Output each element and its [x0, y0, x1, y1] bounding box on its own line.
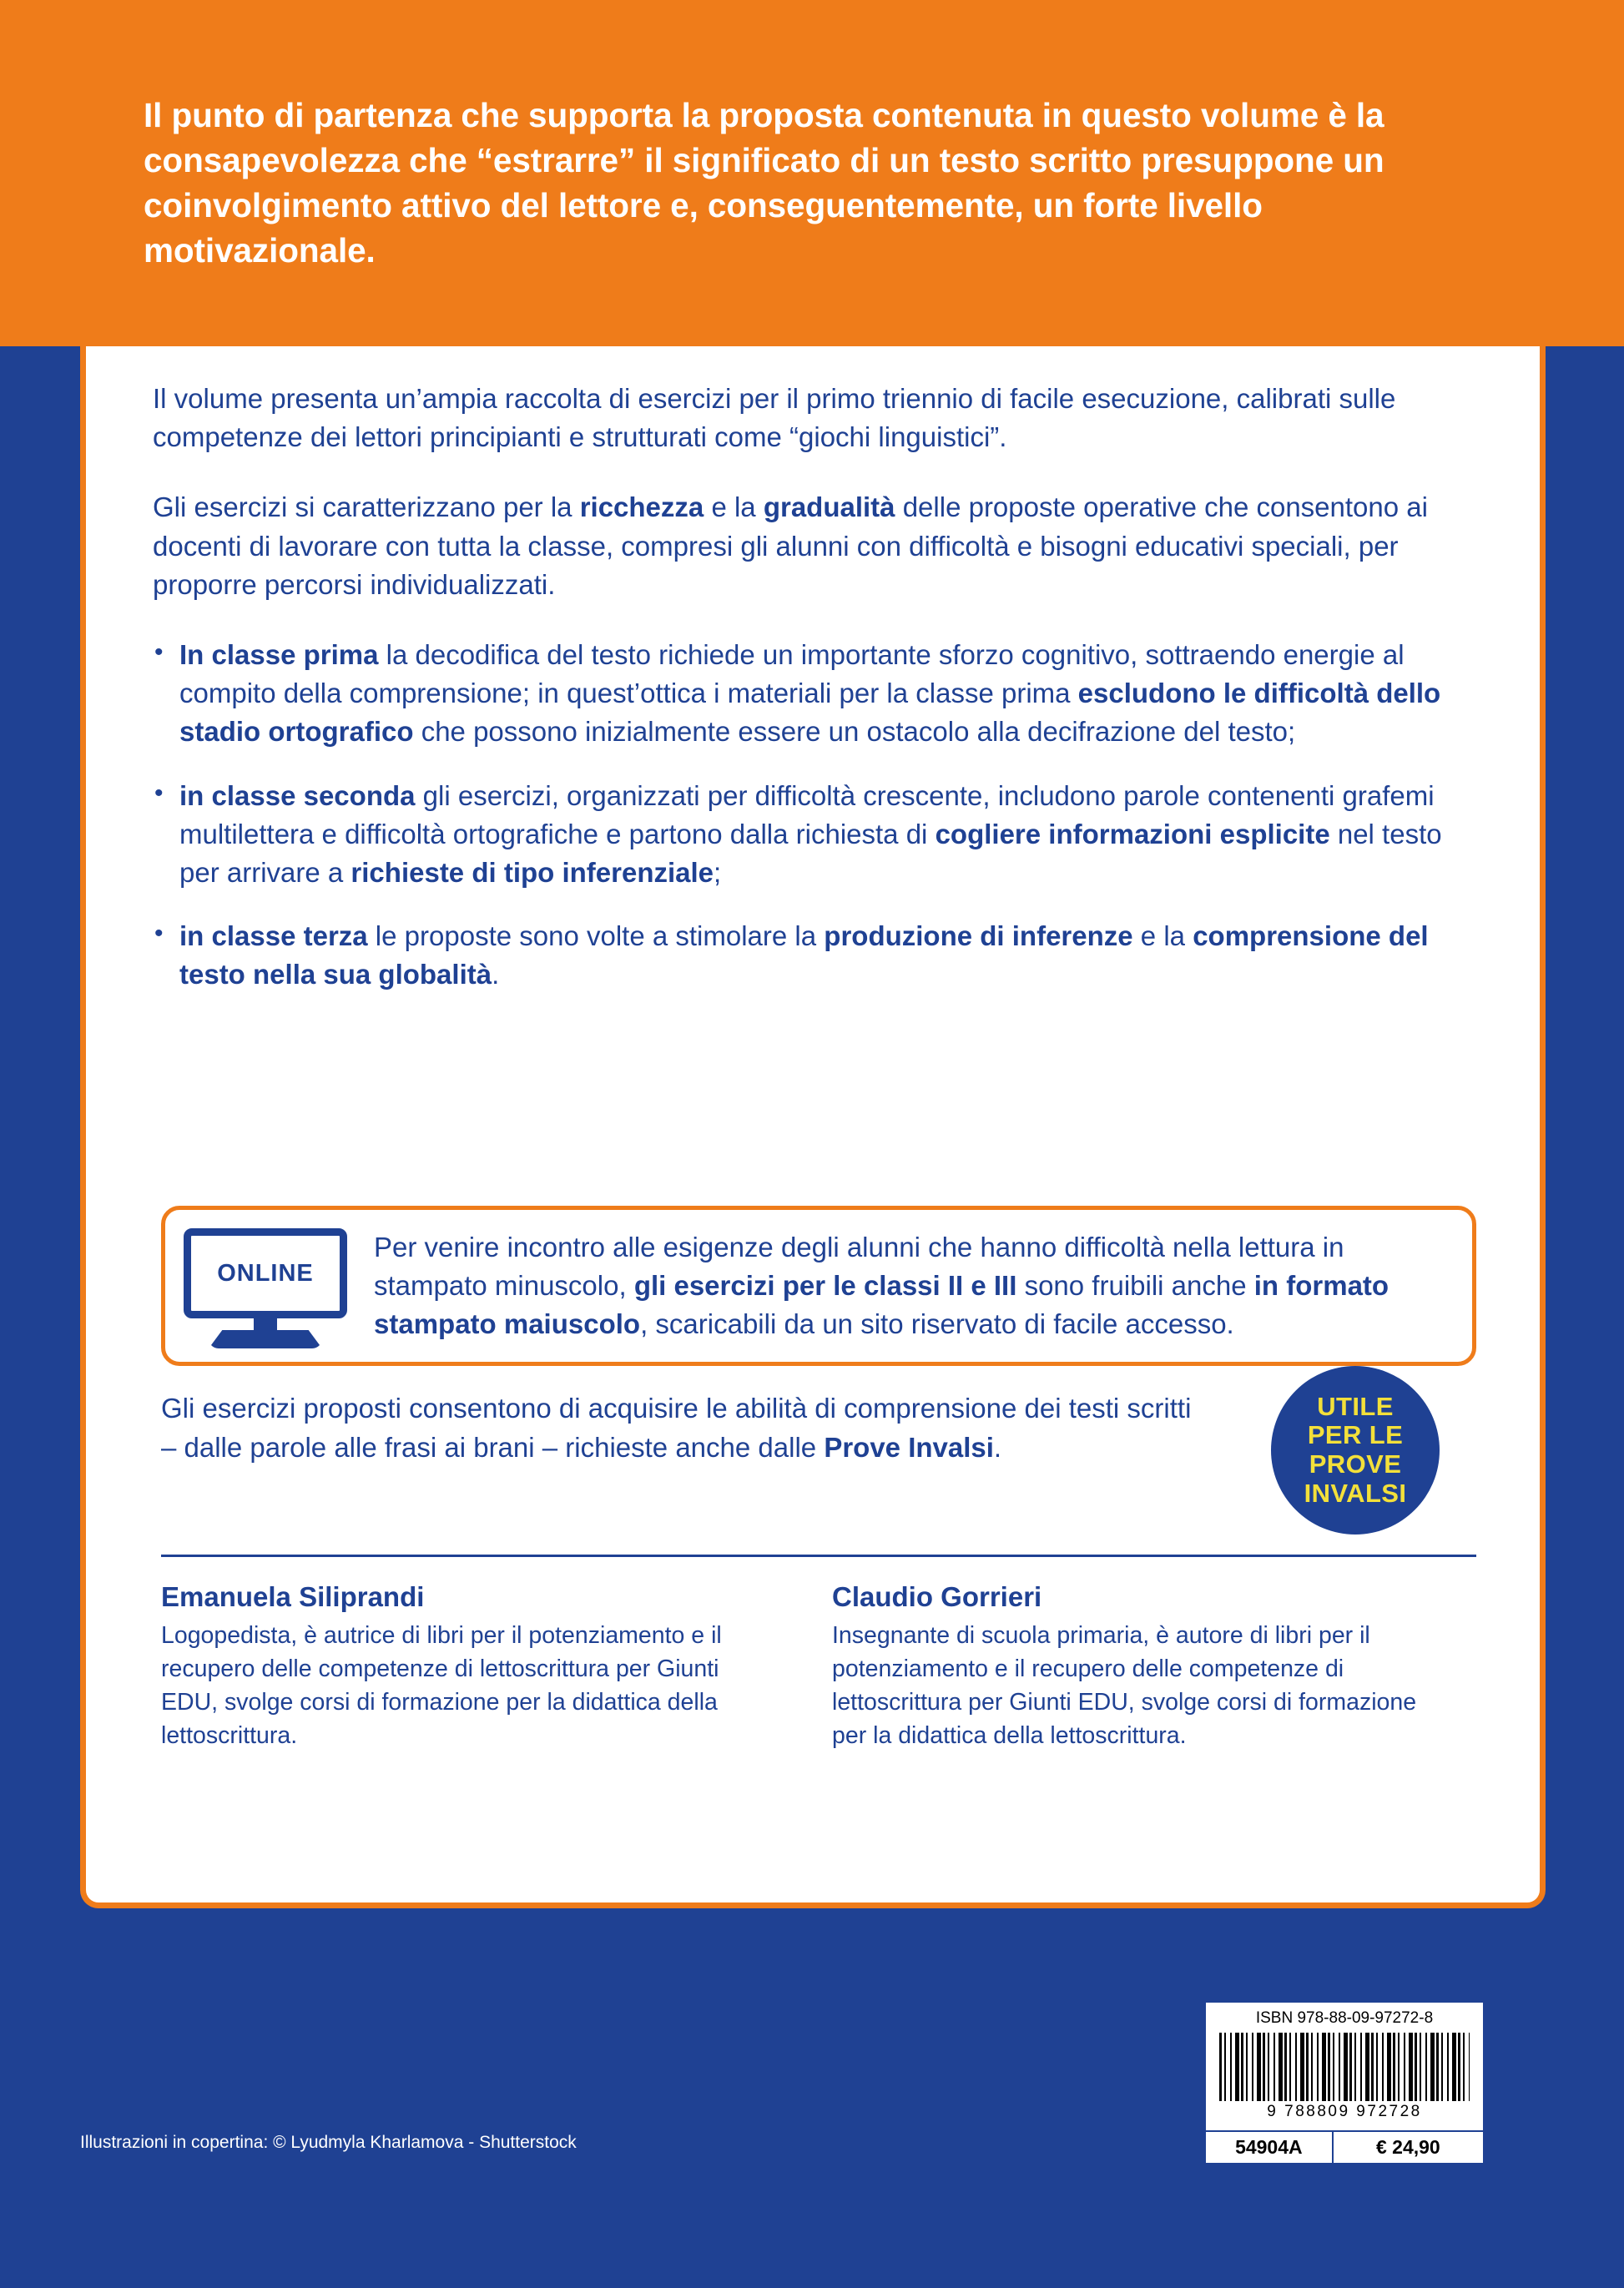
bullet-3-bold-1: in classe terza — [179, 920, 368, 952]
content-card — [80, 346, 1546, 1908]
bullet-1-bold-2: escludono le difficoltà dello stadio ortografico — [179, 678, 1441, 748]
bullet-1-text-1: la decodifica del testo richiede un importante sforzo cognitivo, sottraendo energie al compito della comprensione; in quest’ottica i materiali per la classe prima — [179, 638, 1405, 709]
online-text-2: sono fruibili anche — [1016, 1270, 1254, 1302]
monitor-icon — [184, 1228, 351, 1353]
badge-line-4: INVALSI — [1304, 1478, 1407, 1508]
bullet-3-text-1: le proposte sono volte a stimolare la — [367, 920, 825, 952]
product-code: 54904A — [1206, 2132, 1334, 2163]
status-badge — [1271, 1366, 1440, 1535]
divider — [161, 1555, 1476, 1557]
badge-line-1: UTILE — [1317, 1391, 1394, 1421]
list-item — [153, 636, 1485, 752]
badge-line-3: PROVE — [1309, 1449, 1402, 1479]
online-text-1: Per venire incontro alle esigenze degli alunni che hanno difficoltà nella lettura in stampato minuscolo, — [374, 1232, 1344, 1302]
class-bullet-list — [153, 636, 1485, 995]
authors-section — [161, 1581, 1476, 1753]
bullet-2-text-1: gli esercizi, organizzati per difficoltà crescente, includono parole contenenti grafemi multilettera e difficoltà ortografiche e partono dalla richiesta di — [179, 779, 1435, 849]
bullet-2-text-2: nel testo per arrivare a — [179, 818, 1442, 888]
bullet-2-bold-3: richieste di tipo inferenziale — [351, 856, 714, 888]
bullet-2-bold-1: in classe seconda — [179, 779, 416, 811]
author-card-2 — [832, 1581, 1450, 1753]
header-quote: Il punto di partenza che supporta la proposta contenuta in questo volume è la consapevolezza che “estrarre” il significato di un testo scritto presuppone un coinvolgimento attivo del lettore e, conseguentemente, un forte livello motivazionale. — [144, 96, 1384, 270]
online-bold-2: in formato stampato maiuscolo — [374, 1270, 1389, 1340]
invalsi-paragraph — [161, 1389, 1196, 1468]
bullet-3-bold-3: comprensione del testo nella sua globalità — [179, 920, 1429, 990]
barcode-bars — [1219, 2033, 1470, 2101]
list-item — [153, 777, 1485, 893]
features-paragraph — [153, 488, 1485, 604]
author-name: Claudio Gorrieri — [832, 1581, 1042, 1612]
bullet-3-bold-2: produzione di inferenze — [824, 920, 1133, 952]
content-body — [153, 380, 1485, 1019]
isbn-text: ISBN 978-88-09-97272-8 — [1255, 2009, 1434, 2027]
features-text-1: Gli esercizi si caratterizzano per la — [153, 491, 580, 523]
online-callout-box — [161, 1206, 1476, 1366]
list-item — [153, 917, 1485, 994]
barcode-digits: 9 788809 972728 — [1267, 2103, 1422, 2120]
badge-line-2: PER LE — [1307, 1420, 1404, 1450]
online-text-3: , scaricabili da un sito riservato di facile accesso. — [640, 1308, 1234, 1340]
invalsi-text-2: . — [993, 1431, 1002, 1463]
monitor-base — [209, 1330, 322, 1348]
cover-credit: Illustrazioni in copertina: © Lyudmyla Kharlamova - Shutterstock — [80, 2133, 577, 2152]
bullet-1-bold-1: In classe prima — [179, 638, 379, 670]
bullet-2-bold-2: cogliere informazioni esplicite — [935, 818, 1330, 849]
features-text-2: e la — [704, 491, 764, 523]
invalsi-text-1: Gli esercizi proposti consentono di acquisire le abilità di comprensione dei testi scritti – dalle parole alle frasi ai brani – richieste anche dalle — [161, 1393, 1192, 1463]
online-badge-label: ONLINE — [217, 1259, 314, 1287]
intro-paragraph: Il volume presenta un’ampia raccolta di esercizi per il primo triennio di facile esecuzione, calibrati sulle competenze dei lettori principianti e strutturati come “giochi linguistici”. — [153, 383, 1396, 453]
barcode-block — [1204, 2001, 1485, 2165]
invalsi-bold: Prove Invalsi — [824, 1431, 994, 1463]
online-callout-text — [374, 1228, 1450, 1344]
price-row — [1206, 2130, 1483, 2163]
author-name: Emanuela Siliprandi — [161, 1581, 425, 1612]
header-band — [0, 0, 1624, 346]
features-bold-2: gradualità — [763, 491, 895, 523]
author-bio: Insegnante di scuola primaria, è autore di libri per il potenziamento e il recupero delle competenze di lettoscrittura per Giunti EDU, svolge corsi di formazione per la didattica della lettoscrittura. — [832, 1622, 1417, 1749]
author-card-1 — [161, 1581, 779, 1753]
bullet-3-text-3: . — [492, 959, 500, 990]
author-bio: Logopedista, è autrice di libri per il potenziamento e il recupero delle competenze di lettoscrittura per Giunti EDU, svolge corsi di formazione per la didattica della lettoscrittura. — [161, 1622, 722, 1749]
bullet-3-text-2: e la — [1132, 920, 1193, 952]
features-bold-1: ricchezza — [579, 491, 704, 523]
price-value: € 24,90 — [1375, 2136, 1440, 2158]
online-bold-1: gli esercizi per le classi II e III — [633, 1270, 1017, 1302]
bullet-1-text-2: che possono inizialmente essere un ostacolo alla decifrazione del testo; — [413, 716, 1296, 748]
bullet-2-text-3: ; — [714, 856, 722, 888]
features-text-3: delle proposte operative che consentono ai docenti di lavorare con tutta la classe, compresi gli alunni con difficoltà e bisogni educativi speciali, per proporre percorsi individualizzati. — [153, 491, 1428, 600]
